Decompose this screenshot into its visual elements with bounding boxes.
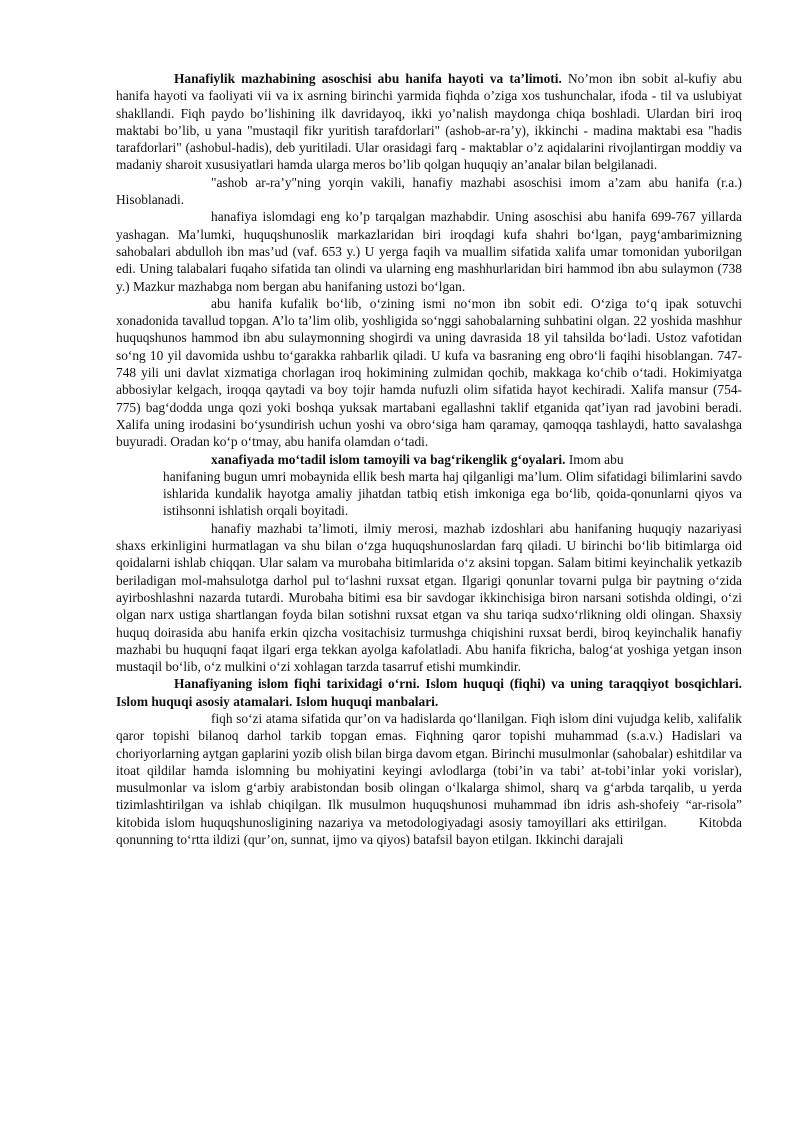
paragraph-text: hanafiy mazhabi ta’limoti, ilmiy merosi, mazhab izdoshlari abu hanifaning huquqiy nazariyasi shaxs erkinligini hurmatlagan va shu bilan o‘zga huquqshunoslardan farq qiladi. U birinchi bo‘lib bitimlarga oid qoidalarni ishlab chiqqan. Ular salam va murobaha bitimlarida o‘z aksini topgan. Salam bitimi keyinchalik yetkazib beriladigan mol-mahsulotga darhol pul to‘lashni ruxsat etgan. Ilgarigi qonunlar tovarni pulga bir paytning o‘zida ayirboshlashni nazarda tutardi. Murobaha bitimi esa bir savdogar ikkinchisiga biron narsani sotishda oldingi, o‘zi olgan narx ustiga shartlangan foyda bilan sotishni ruxsat etgan va shu tariqa sudxo‘rlikning oldi olingan. Shaxsiy huquq doirasida abu hanifa erkin qizcha vositachisiz turmushga chiqishini ruxsat berdi, biroq keyinchalik hanafiy mazhabi bu huquqni faqat ilgari erga tekkan ayolga kafolatladi. Abu hanifa fikricha, balog‘at yoshiga yetgan inson mustaqil bo‘lib, o‘z mulkini o‘zi xohlagan tarzda tasarruf etishi mumkindir. <box>116 520 742 675</box>
paragraph-hajj <box>116 468 742 520</box>
paragraph-text: Imom abu <box>565 451 624 467</box>
paragraph-ashob-ar-ray <box>116 174 742 209</box>
paragraph-abu-hanifa-biography <box>116 295 742 451</box>
section-heading-xanafiyada: xanafiyada mo‘tadil islom tamoyili va bag‘rikenglik g‘oyalari. <box>211 451 566 467</box>
paragraph-abu-hanifa-intro <box>116 70 742 174</box>
paragraph-hanafiy-teaching <box>116 520 742 676</box>
paragraph-text: fiqh so‘zi atama sifatida qur’on va hadislarda qo‘llanilgan. Fiqh islom dini vujudga kelib, xalifalik qaror topishi bilanoq darhol tarkib topgan emas. Fiqhning qaror topishi muhammad (s.a.v.) Hadislari va choriyorlarning aytgan gaplarini yozib olish bilan birga davom etgan. Birinchi musulmonlar (sahobalar) eshitdilar va itoat qildilar hamda islomning bu mohiyatini keyingi avlodlarga (tobi’in va tabi’ at-tobi’inlar yoki vorislar), musulmonlar va islom g‘arbiy arabistondan bosib olingan o‘lkalarga shimol, sharq va g‘arbda tarqalib, u yerda tizimlashtirilgan va ishlab chiqilgan. Ilk musulmon huquqshunosi muhammad ibn idris ash-shofeiy “ar-risola” kitobida islom huquqshunosligining nazariya va metodologiyadagi asosiy tamoyillari aks ettirilgan. Kitobda qonunning to‘rtta ildizi (qur’on, sunnat, ijmo va qiyos) batafsil bayon etilgan. Ikkinchi darajali <box>116 710 746 848</box>
paragraph-text: "ashob ar-ra’y"ning yorqin vakili, hanafiy mazhabi asoschisi imom a’zam abu hanifa (r.a.) Hisoblanadi. <box>116 174 742 208</box>
section-heading-hanafiylik: Hanafiylik mazhabining asoschisi abu hanifa hayoti va ta’limoti. <box>174 71 562 86</box>
paragraph-hanafiya-spread <box>116 208 742 294</box>
document-page <box>116 70 746 848</box>
section-heading-fiqh-history: Hanafiyaning islom fiqhi tarixidagi o‘rni. Islom huquqi (fiqhi) va uning taraqqiyot bosqichlari. Islom huquqi asosiy atamalari. Islom huquqi manbalari. <box>116 676 742 709</box>
paragraph-fiqh-term <box>116 710 746 848</box>
paragraph-text: No’mon ibn sobit al-kufiy abu hanifa hayoti va faoliyati vii va ix asrning birinchi yarmida fiqhda o’ziga xos tushunchalar, ifoda - til va uslubiyat shakllandi. Fiqh paydo bo’lishining ilk davridayoq, ikki yo’nalish maydonga chiqa boshladi. Ulardan biri iroq maktabi bo’lib, u yana "mustaqil fikr yuritish tarafdorlari" (ashob-ar-ra’y), ikkinchi - madina maktabi esa "hadis tarafdorlari" (ashobul-hadis), deb yuritiladi. Ular orasidagi farq - maktablar o’z aqidalarini rivojlantirgan moddiy va madaniy sharoit xususiyatlari hamda ularga meros bo’lib qolgan huquqiy an’analar bilan belgilanadi. <box>116 71 743 173</box>
paragraph-fiqh-history-heading <box>116 675 742 710</box>
paragraph-text: hanifaning bugun umri mobaynida ellik besh marta haj qilganligi ma’lum. Olim sifatidagi bilimlarini savdo ishlarida kundalik hayotga amaliy jihatdan tatbiq etish imkoniga ega bo‘lib, qoida-qonunlarni qiyos va istihsonni ishlatish orqali boyitadi. <box>163 468 742 519</box>
paragraph-text: hanafiya islomdagi eng ko’p tarqalgan mazhabdir. Uning asoschisi abu hanifa 699-767 yillarda yashagan. Ma’lumki, huquqshunoslik markazlaridan biri iroqdagi kufa shahri bo‘lgan, payg‘ambarimizning sahobalari abdulloh ibn mas’ud (vaf. 653 y.) U yerga faqih va muallim sifatida xalifa umar tomonidan yuborilgan edi. Uning talabalari fuqaho sifatida tan olindi va ularning eng mashhurlaridan biri hammod ibn abu sulaymon (738 y.) Mazkur mazhabga nom bergan abu hanifaning ustozi bo‘lgan. <box>116 209 742 294</box>
paragraph-text: abu hanifa kufalik bo‘lib, o‘zining ismi no‘mon ibn sobit edi. O‘ziga to‘q ipak sotuvchi xonadonida tavallud topgan. A’lo ta’lim olib, yoshligida so‘nggi sahobalarning suhbatini olgan. 22 yoshida mashhur huquqshunos hammod ibn abu sulaymonning shogirdi va uning davrasida 18 yil tahsilda bo‘ladi. Ustoz vafotidan so‘ng 10 yil davomida ushbu to‘garakka rahbarlik qiladi. U kufa va basraning eng obro‘li faqihi hisoblangan. 747-748 yili uni davlat xizmatiga chorlagan iroq hokimining zulmidan qochib, makkaga ko‘chib o‘tadi. Hokimiyatga abbosiylar kelgach, iroqqa qaytadi va boy tojir hamda nufuzli olim sifatida hayot kechiradi. Xalifa mansur (754-775) bag‘dodda unga qozi yoki boshqa yuksak martabani egallashni taklif etganida qat’iyan rad javobini beradi. Xalifa uning irodasini bo‘ysundirish uchun yoshi va obro‘siga ham qaramay, qamoqqa tashlaydi, hatto savalashga buyuradi. Oradan ko‘p o‘tmay, abu hanifa olamdan o‘tadi. <box>116 295 742 450</box>
paragraph-xanafiyada-heading <box>116 451 742 468</box>
